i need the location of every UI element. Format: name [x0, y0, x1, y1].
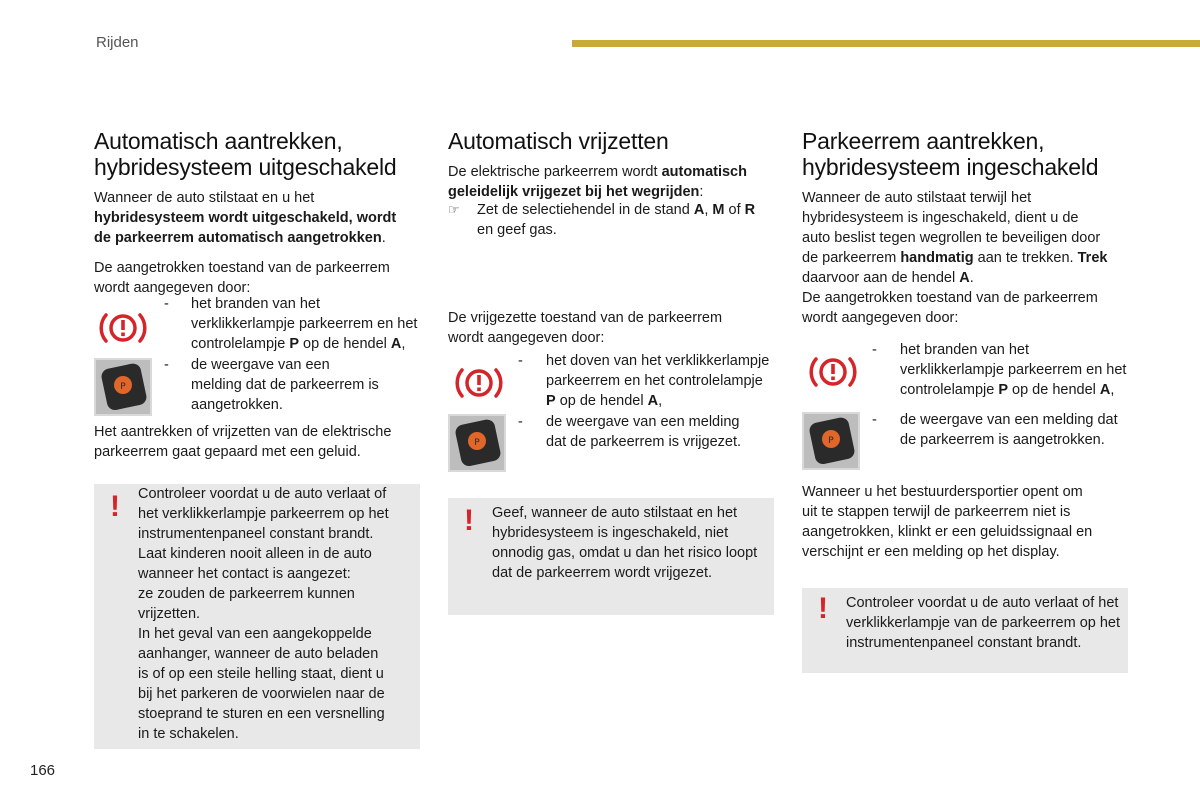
heading-line: hybridesysteem uitgeschakeld: [94, 154, 397, 180]
text-line: wordt aangegeven door:: [94, 280, 251, 296]
text-line: De aangetrokken toestand van de parkeerrem: [802, 290, 1098, 306]
bullet-lamp-on: [191, 294, 431, 354]
text-line: de weergave van een: [191, 357, 330, 373]
heading-line: Parkeerrem aantrekken,: [802, 128, 1045, 154]
bullet-dash: -: [518, 353, 523, 369]
text-fragment-bold: R: [744, 202, 756, 218]
bullet-message: [191, 355, 431, 415]
text-line: Laat kinderen nooit alleen in de auto: [138, 546, 372, 562]
text-line: Controleer voordat u de auto verlaat of: [138, 486, 387, 502]
text-line: hybridesysteem is ingeschakeld, dient u de: [802, 210, 1079, 226]
text-line: melding dat de parkeerrem is: [191, 377, 379, 393]
text-fragment: Zet de selectiehendel in de stand: [477, 202, 694, 218]
text-line: auto beslist tegen wegrollen te beveiligen door: [802, 230, 1101, 246]
section-title: Rijden: [96, 34, 139, 51]
text-line: De aangetrokken toestand van de parkeerrem: [94, 260, 390, 276]
page-number: 166: [30, 762, 56, 779]
col2-warning-box: [448, 498, 774, 615]
col1-indicator-list: [94, 294, 424, 420]
text-fragment-bold: Trek: [1077, 250, 1108, 266]
text-fragment: ,: [704, 202, 713, 218]
text-line: wanneer het contact is aangezet:: [138, 566, 351, 582]
text-line-bold: hybridesysteem wordt uitgeschakeld, wordt: [94, 210, 397, 226]
brake-warning-lamp-icon: [98, 308, 148, 353]
text-fragment: ,: [1110, 382, 1115, 398]
text-line: het doven van het verklikkerlampje: [546, 353, 770, 369]
bullet-lamp-off: [546, 351, 778, 411]
text-fragment: op de hendel: [299, 336, 391, 352]
text-line: hybridesysteem is ingeschakeld, niet: [492, 525, 729, 541]
column-auto-apply: [94, 128, 420, 298]
text-line: aangetrokken.: [191, 397, 283, 413]
heading-line: Automatisch aantrekken,: [94, 128, 343, 154]
text-line: in te schakelen.: [138, 726, 239, 742]
text-fragment: op de hendel: [555, 393, 648, 409]
text-fragment: De elektrische parkeerrem wordt: [448, 164, 662, 180]
bullet-message: [900, 410, 1132, 450]
text-line: Het aantrekken of vrijzetten van de elektrische: [94, 424, 392, 440]
text-line: vrijzetten.: [138, 606, 201, 622]
warning-text: [138, 484, 418, 744]
text-line: de weergave van een melding dat: [900, 412, 1118, 428]
col1-intro-paragraph: [94, 188, 420, 248]
parking-brake-lever-icon: [448, 414, 506, 477]
text-line: De vrijgezette toestand van de parkeerrem: [448, 310, 723, 326]
text-line: Wanneer de auto stilstaat terwijl het: [802, 190, 1032, 206]
pointing-hand-icon: ☞: [448, 202, 460, 217]
text-fragment-bold: geleidelijk vrijgezet bij het wegrijden: [448, 184, 700, 200]
warning-icon: !: [464, 504, 474, 537]
text-line: Wanneer de auto stilstaat en u het: [94, 190, 315, 206]
bullet-message: [546, 412, 778, 452]
text-line: wordt aangegeven door:: [448, 330, 605, 346]
text-fragment-bold: automatisch: [661, 164, 747, 180]
bullet-dash: -: [164, 296, 169, 312]
text-line: de parkeerrem is aangetrokken.: [900, 432, 1105, 448]
parking-brake-lever-icon: [94, 358, 152, 421]
text-line: bij het parkeren de voorwielen naar de: [138, 686, 385, 702]
text-line: parkeerrem en het controlelampje: [546, 373, 763, 389]
text-fragment-bold: A: [390, 336, 402, 352]
col2-indicator-list: [448, 351, 778, 475]
text-line: verklikkerlampje parkeerrem en het: [900, 362, 1127, 378]
text-line: aangetrokken, klinkt er een geluidssignaal en: [802, 524, 1093, 540]
column-2-heading: [448, 128, 774, 154]
heading-line: hybridesysteem ingeschakeld: [802, 154, 1099, 180]
text-line: verklikkerlampje van de parkeerrem op het: [846, 615, 1121, 631]
text-line: het branden van het: [900, 342, 1029, 358]
warning-icon: !: [110, 490, 120, 523]
text-fragment-bold: A: [1099, 382, 1111, 398]
text-line: verschijnt er een melding op het display.: [802, 544, 1060, 560]
text-fragment: ,: [658, 393, 663, 409]
text-fragment-bold: M: [712, 202, 725, 218]
text-fragment: controlelampje: [191, 336, 290, 352]
svg-text:P: P: [474, 438, 480, 448]
warning-icon: !: [818, 592, 828, 625]
column-auto-release: [448, 128, 774, 202]
text-line: dat de parkeerrem wordt vrijgezet.: [492, 565, 713, 581]
text-fragment: .: [969, 270, 974, 286]
warning-text: [846, 593, 1126, 653]
text-fragment-bold: A: [647, 393, 659, 409]
text-fragment-bold: P: [998, 382, 1008, 398]
col1-sound-paragraph: [94, 422, 424, 462]
header-accent-bar: [572, 40, 1200, 47]
text-line: Geef, wanneer de auto stilstaat en het: [492, 505, 738, 521]
col1-warning-box: [94, 484, 420, 749]
text-line: verklikkerlampje parkeerrem en het: [191, 316, 418, 332]
heading-line: Automatisch vrijzetten: [448, 128, 669, 154]
warning-text: [492, 503, 772, 583]
text-line: uit te stappen terwijl de parkeerrem niet is: [802, 504, 1071, 520]
bullet-dash: -: [872, 342, 877, 358]
text-line: aanhanger, wanneer de auto beladen: [138, 646, 379, 662]
brake-warning-lamp-icon: [808, 352, 858, 397]
bullet-dash: -: [164, 357, 169, 373]
text-fragment-bold: A: [959, 270, 970, 286]
text-line: de weergave van een melding: [546, 414, 740, 430]
column-1-heading: [94, 128, 420, 180]
col3-intro-paragraph: [802, 188, 1128, 328]
text-line: Wanneer u het bestuurdersportier opent om: [802, 484, 1083, 500]
text-fragment: daarvoor aan de hendel: [802, 270, 960, 286]
text-line: dat de parkeerrem is vrijgezet.: [546, 434, 742, 450]
text-fragment: :: [699, 184, 704, 200]
text-fragment: of: [724, 202, 745, 218]
text-fragment-bold: handmatig: [900, 250, 974, 266]
col3-warning-box: [802, 588, 1128, 673]
text-line: instrumentenpaneel constant brandt.: [138, 526, 374, 542]
parking-brake-lever-icon: [802, 412, 860, 475]
col1-indicator-paragraph: [94, 258, 420, 298]
text-fragment: controlelampje: [900, 382, 999, 398]
text-line: In het geval van een aangekoppelde: [138, 626, 372, 642]
col2-step: [448, 200, 778, 242]
bullet-dash: -: [872, 412, 877, 428]
svg-text:P: P: [828, 436, 834, 446]
text-line: instrumentenpaneel constant brandt.: [846, 635, 1082, 651]
col3-door-paragraph: [802, 482, 1132, 562]
step-text: [477, 200, 777, 240]
bullet-dash: -: [518, 414, 523, 430]
text-line: parkeerrem gaat gepaard met een geluid.: [94, 444, 361, 460]
svg-text:P: P: [120, 382, 126, 392]
text-fragment: de parkeerrem: [802, 250, 901, 266]
text-line: stoeprand te sturen en een versnelling: [138, 706, 385, 722]
text-fragment: aan te trekken.: [973, 250, 1078, 266]
text-fragment: .: [381, 230, 386, 246]
text-line: is of op een steile helling staat, dient u: [138, 666, 384, 682]
text-line-bold: de parkeerrem automatisch aangetrokken: [94, 230, 382, 246]
text-fragment: ,: [401, 336, 406, 352]
text-line: en geef gas.: [477, 222, 557, 238]
column-3-heading: [802, 128, 1128, 180]
text-fragment-bold: P: [289, 336, 299, 352]
bullet-lamp-on: [900, 340, 1132, 400]
text-line: Controleer voordat u de auto verlaat of het: [846, 595, 1119, 611]
text-line: onnodig gas, omdat u dan het risico loopt: [492, 545, 758, 561]
brake-warning-lamp-icon: [454, 363, 504, 408]
col3-indicator-list: [802, 340, 1132, 472]
text-line: het branden van het: [191, 296, 320, 312]
text-line: het verklikkerlampje parkeerrem op het: [138, 506, 389, 522]
col2-indicator-paragraph: [448, 308, 778, 348]
text-fragment-bold: A: [693, 202, 705, 218]
text-line: ze zouden de parkeerrem kunnen: [138, 586, 355, 602]
text-fragment: op de hendel: [1008, 382, 1100, 398]
text-line: wordt aangegeven door:: [802, 310, 959, 326]
col2-intro-paragraph: [448, 162, 774, 202]
column-manual-apply: [802, 128, 1128, 328]
text-fragment-bold: P: [546, 393, 556, 409]
